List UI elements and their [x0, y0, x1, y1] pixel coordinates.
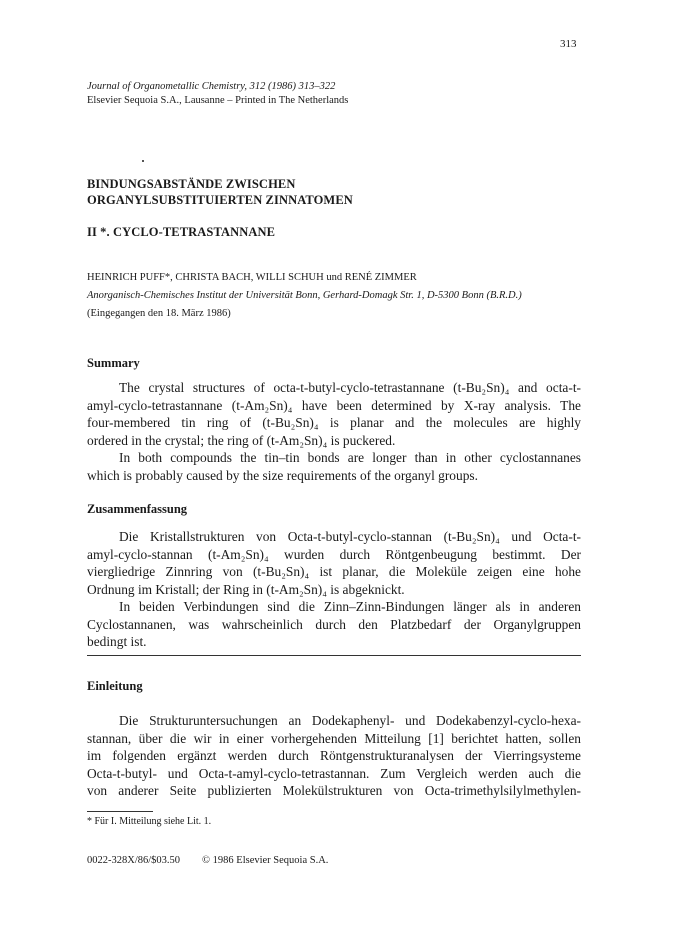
einleitung-line: im folgenden ergänzt werden durch Röntgenstrukturanalysen der Vierringsysteme: [87, 748, 581, 763]
affiliation: Anorganisch-Chemisches Institut der Universität Bonn, Gerhard-Domagk Str. 1, D-5300 Bonn (B.R.D.): [87, 290, 522, 301]
page-number: 313: [560, 38, 577, 50]
authors: HEINRICH PUFF*, CHRISTA BACH, WILLI SCHUH und RENÉ ZIMMER: [87, 272, 417, 283]
summary-line: ordered in the crystal; the ring of (t-Am₂Sn)₄ is puckered.: [87, 432, 396, 448]
section-divider: [87, 655, 581, 656]
title-line-2: ORGANYLSUBSTITUIERTEN ZINNATOMEN: [87, 193, 353, 207]
einleitung-line: Die Strukturuntersuchungen an Dodekaphenyl- und Dodekabenzyl-cyclo-hexa-: [119, 713, 581, 728]
copyright-line: [87, 855, 328, 866]
zusammenfassung-line: Die Kristallstrukturen von Octa-t-butyl-cyclo-stannan (t-Bu₂Sn)₄ und Octa-t-: [119, 529, 581, 544]
summary-line: The crystal structures of octa-t-butyl-cyclo-tetrastannane (t-Bu₂Sn)₄ and octa-t-: [119, 380, 581, 395]
zusammenfassung-line: amyl-cyclo-stannan (t-Am₂Sn)₄ wurden durch Röntgenbeugung bestimmt. Der: [87, 546, 581, 562]
einleitung-text: [87, 712, 581, 800]
einleitung-heading: Einleitung: [87, 679, 143, 693]
summary-line: which is probably caused by the size requirements of the organyl groups.: [87, 467, 478, 483]
footnote: * Für I. Mitteilung siehe Lit. 1.: [87, 816, 212, 827]
title-line-1: BINDUNGSABSTÄNDE ZWISCHEN: [87, 177, 296, 191]
einleitung-line: Octa-t-butyl- und Octa-t-amyl-cyclo-tetrastannan. Zum Vergleich werden auch die: [87, 765, 581, 781]
zusammenfassung-line: viergliedrige Zinnring von (t-Bu₂Sn)₄ ist planar, die Moleküle zeigen eine hohe: [87, 564, 581, 579]
einleitung-line: von anderer Seite publizierten Molekülstrukturen von Octa-trimethylsilylmethylen-: [87, 783, 581, 798]
zusammenfassung-line: bedingt ist.: [87, 634, 147, 649]
received-date: (Eingegangen den 18. März 1986): [87, 308, 231, 319]
title-line-3: II *. CYCLO-TETRASTANNANE: [87, 225, 276, 239]
summary-line: amyl-cyclo-tetrastannane (t-Am₂Sn)₄ have been determined by X-ray analysis. The: [87, 397, 581, 413]
summary-line: four-membered tin ring of (t-Bu₂Sn)₄ is planar and the molecules are highly: [87, 415, 581, 430]
zusammenfassung-text: [87, 528, 581, 651]
zusammenfassung-line: Cyclostannanen, was wahrscheinlich durch den Platzbedarf der Organylgruppen: [87, 616, 581, 632]
publisher-line: Elsevier Sequoia S.A., Lausanne – Printed in The Netherlands: [87, 95, 349, 106]
print-speck: [142, 160, 144, 162]
issn-price-code: 0022-328X/86/$03.50: [87, 855, 181, 866]
copyright-notice: © 1986 Elsevier Sequoia S.A.: [202, 855, 329, 866]
summary-heading: Summary: [87, 356, 140, 370]
journal-citation: Journal of Organometallic Chemistry, 312 (1986) 313–322: [87, 81, 336, 92]
einleitung-line: stannan, über die wir in einer vorhergehenden Mitteilung [1] berichtet hatten, sollen: [87, 730, 581, 746]
footnote-rule: [87, 811, 153, 812]
zusammenfassung-heading: Zusammenfassung: [87, 502, 188, 516]
zusammenfassung-line: Ordnung im Kristall; der Ring in (t-Am₂Sn)₄ is abgeknickt.: [87, 581, 405, 597]
zusammenfassung-line: In beiden Verbindungen sind die Zinn–Zinn-Bindungen länger als in anderen: [119, 599, 581, 614]
summary-text: [87, 379, 581, 484]
summary-line: In both compounds the tin–tin bonds are longer than in other cyclostannanes: [119, 450, 581, 465]
